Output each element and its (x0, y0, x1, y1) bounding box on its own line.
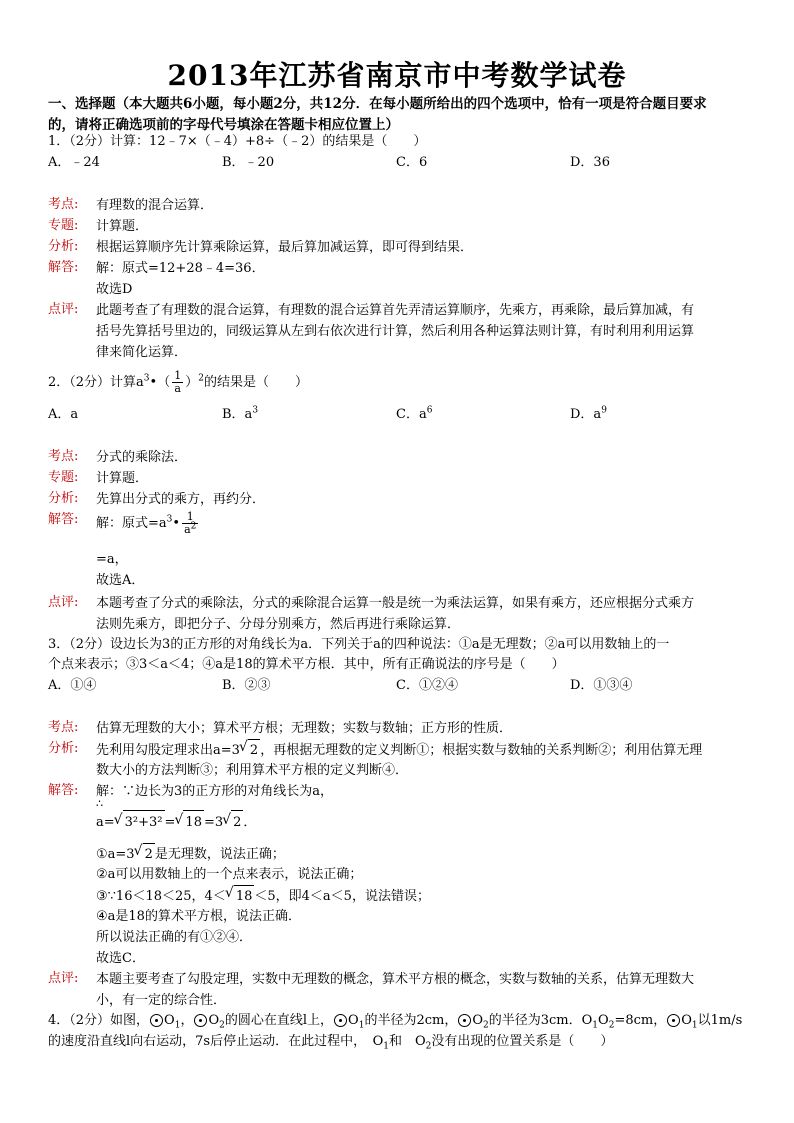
q2-jieda-label: 解答: (48, 512, 79, 527)
q3-jieda2-eq2: =3 (203, 815, 224, 830)
circle-dot-icon (334, 1014, 347, 1027)
q4-text-e: 的半径为3cm．O (488, 1013, 593, 1028)
q1-stem: 1．（2分）计算：12﹣7×（﹣4）+8÷（﹣2）的结果是（ ） (48, 134, 427, 149)
q2-stem-exp2: 2 (198, 373, 204, 384)
q3-kaodian: 估算无理数的大小；算术平方根；无理数；实数与数轴；正方形的性质． (96, 721, 513, 736)
q2-option-d-text: D．a (570, 407, 602, 422)
q4-text-b: ， (180, 1013, 194, 1028)
q1-fenxi: 根据运算顺序先计算乘除运算，最后算加减运算，即可得到结果． (96, 240, 474, 255)
section-heading-line1: 一、选择题（本大题共6小题，每小题2分，共12分．在每小题所给出的四个选项中，恰有一项是符合题目要求 (48, 96, 707, 112)
q2-frac-numerator: 1 (174, 369, 182, 382)
q2-jieda-frac-exp: 2 (190, 521, 197, 532)
q4-text-d: 的半径为2cm， (364, 1013, 458, 1028)
page-title: 2013年江苏省南京市中考数学试卷 (167, 59, 627, 92)
q4-text-f: O (598, 1013, 609, 1028)
q4-l2-text-c: 没有出现的位置关系是（ ） (431, 1034, 614, 1049)
q3-jieda2-sqrt3: √ 2 (231, 810, 243, 835)
q4-sub5: 1 (592, 1020, 599, 1031)
q3-jieda-therefore: ∴ (96, 797, 103, 810)
q4-l2-text-a: 的速度沿直线l向右运动，7s后停止运动．在此过程中， O (48, 1034, 384, 1049)
q2-jieda-frac-numerator: 1 (182, 511, 198, 524)
q3-s1-post: 是无理数，说法正确； (154, 847, 285, 862)
q4-sub6: 2 (608, 1020, 615, 1031)
q4-o4: O (472, 1013, 484, 1028)
q2-jieda-dot: • (172, 516, 181, 531)
q4-o3: O (348, 1013, 359, 1028)
q2-stem-end: 的结果是（ ） (203, 375, 308, 390)
q4-text-a: 4．（2分）如图， (48, 1013, 150, 1028)
q3-kaodian-label: 考点: (48, 720, 79, 735)
q1-zhuanti-label: 专题: (48, 218, 79, 233)
q2-option-b-text: B．a (222, 407, 253, 422)
q2-stem-text: 2．（2分）计算a (48, 375, 144, 390)
q4-o2: O (208, 1013, 220, 1028)
q4-text-g: =8cm， (614, 1013, 667, 1028)
circle-dot-icon (150, 1014, 163, 1027)
q4-stem-line2 (48, 1032, 748, 1052)
q3-option-d: D．①③④ (570, 678, 633, 693)
q2-option-b (222, 405, 258, 425)
q2-option-c-text: C．a (396, 407, 427, 422)
q3-jieda2-sqrt1: √ 3²+3² (123, 810, 165, 835)
q2-stem-fraction (172, 370, 183, 395)
q3-statement-2: ②a可以用数轴上的一个点来表示，说法正确； (96, 867, 363, 882)
section-heading-line2: 的，请将正确选项前的字母代号填涂在答题卡相应位置上） (48, 117, 399, 133)
q1-jieda-line2: 故选D (96, 282, 133, 297)
q3-statement-6: 故选C． (96, 951, 145, 966)
q4-o5: O (681, 1013, 692, 1028)
q4-l2-text-b: 和 O (389, 1034, 426, 1049)
q1-option-d: D．36 (570, 155, 610, 170)
q1-option-a: A．﹣24 (48, 155, 100, 170)
q3-dianping-line2: 小，有一定的综合性． (96, 993, 227, 1008)
q3-fenxi-post: ，再根据无理数的定义判断①；根据实数与数轴的关系判断②；利用估算无理 (260, 743, 703, 758)
q2-option-a (48, 405, 78, 425)
q3-fenxi-line2: 数大小的方法判断③；利用算术平方根的定义判断④． (96, 763, 409, 778)
q2-option-c (396, 405, 432, 425)
q2-stem-exp: 3 (143, 373, 150, 384)
q2-dianping-line2: 法则先乘方，即把分子、分母分别乘方，然后再进行乘除运算． (96, 617, 461, 632)
circle-dot-icon (458, 1014, 471, 1027)
q1-dianping-label: 点评: (48, 302, 79, 317)
q1-zhuanti: 计算题． (96, 219, 149, 234)
circle-dot-icon (667, 1014, 680, 1027)
q3-option-a: A．①④ (48, 678, 97, 693)
q2-zhuanti-label: 专题: (48, 470, 79, 485)
q2-frac-denominator: a (174, 382, 181, 395)
section-heading (48, 94, 758, 136)
q3-stem-line2: 个点来表示；③3＜a＜4；④a是18的算术平方根．其中，所有正确说法的序号是（ ） (48, 657, 565, 672)
q3-jieda-line1: 解：∵边长为3的正方形的对角线长为a， (96, 784, 334, 799)
q2-stem-post: ） (185, 375, 199, 390)
q4-o2-sub: 2 (219, 1020, 225, 1031)
q2-zhuanti: 计算题． (96, 471, 149, 486)
q1-option-c: C．6 (396, 155, 428, 170)
q2-option-c-exp: 6 (426, 405, 433, 416)
q1-jieda-line1: 解：原式=12+28﹣4=36． (96, 261, 265, 276)
q2-dianping-line1: 本题考查了分式的乘除法，分式的乘除混合运算一般是统一为乘法运算，如果有乘方，还应根据分式乘方 (96, 596, 695, 611)
q3-jieda-label: 解答: (48, 783, 79, 798)
q3-jieda2-end: ． (243, 815, 257, 830)
q3-option-b: B．②③ (222, 678, 271, 693)
q3-fenxi-line1 (96, 739, 746, 761)
q2-jieda-line3: 故选A． (96, 573, 145, 588)
q3-jieda2-sqrt2: √ 18 (183, 810, 204, 835)
q1-option-b: B．﹣20 (222, 155, 275, 170)
q2-stem-mid: •（ (149, 375, 171, 390)
q1-dianping-line2: 括号先算括号里边的，同级运算从左到右依次进行计算，然后利用各种运算法则计算，有时利用利用运算 (96, 324, 695, 339)
q4-o3-sub: 1 (358, 1020, 365, 1031)
q2-option-d (570, 405, 607, 425)
q2-jieda-line2: =a， (96, 552, 128, 567)
q3-fenxi-label: 分析: (48, 741, 79, 756)
q4-l2-sub1: 1 (383, 1041, 389, 1052)
q4-o5-sub: 1 (691, 1020, 698, 1031)
q1-kaodian-label: 考点: (48, 197, 79, 212)
q1-jieda-label: 解答: (48, 260, 79, 275)
q3-s3-sqrt: √ 18 (234, 885, 255, 907)
q2-kaodian: 分式的乘除法． (96, 450, 188, 465)
q2-stem (48, 370, 748, 396)
q3-s1-sqrt: √ 2 (143, 843, 155, 865)
q4-text-h: 以1m/s (697, 1013, 743, 1028)
q2-jieda-frac-denominator (182, 521, 198, 536)
q3-dianping-line1: 本题主要考查了勾股定理，实数中无理数的概念，算术平方根的概念，实数与数轴的关系，估算无理数大 (96, 972, 695, 987)
q2-option-a-text: A．a (48, 407, 79, 422)
q4-o1-sub: 1 (174, 1020, 181, 1031)
q2-jieda-line1 (96, 510, 746, 538)
q3-stem-line1: 3．（2分）设边长为3的正方形的对角线长为a．下列关于a的四种说法：①a是无理数；②a可以用数轴上的一 (48, 637, 670, 652)
q2-jieda-frac-base: a (184, 523, 191, 536)
q3-s1-text: ①a=3 (96, 847, 135, 862)
circle-dot-icon (194, 1014, 207, 1027)
q3-jieda2-eq: = (164, 815, 176, 830)
q4-text-c: 的圆心在直线l上， (224, 1013, 334, 1028)
q2-fenxi: 先算出分式的乘方，再约分． (96, 492, 266, 507)
q2-option-d-exp: 9 (601, 405, 607, 416)
q4-o1: O (164, 1013, 175, 1028)
q3-fenxi-sqrt: √ 2 (248, 739, 260, 761)
q3-statement-3 (96, 885, 746, 907)
q3-s3-text: ③∵16＜18＜25，4＜ (96, 889, 226, 904)
q1-dianping-line3: 律来简化运算． (96, 345, 188, 360)
q2-jieda-fraction (182, 511, 198, 536)
q2-kaodian-label: 考点: (48, 449, 79, 464)
q3-s3-post: ＜5，即4＜a＜5，说法错误； (254, 889, 430, 904)
q2-dianping-label: 点评: (48, 595, 79, 610)
q3-jieda2-text: a= (96, 815, 115, 830)
q2-option-b-exp: 3 (252, 405, 259, 416)
q3-statement-5: 所以说法正确的有①②④． (96, 930, 253, 945)
q4-stem-line1 (48, 1011, 748, 1031)
q3-option-c: C．①②④ (396, 678, 458, 693)
q4-o4-sub: 2 (483, 1020, 489, 1031)
q3-jieda-line2 (96, 810, 746, 835)
q2-jieda-text: 解：原式=a (96, 516, 167, 531)
q3-statement-4: ④a是18的算术平方根，说法正确． (96, 909, 301, 924)
q3-fenxi-text: 先利用勾股定理求出a=3 (96, 743, 240, 758)
q1-kaodian: 有理数的混合运算． (96, 198, 214, 213)
q1-fenxi-label: 分析: (48, 239, 79, 254)
q4-l2-sub2: 2 (425, 1041, 432, 1052)
q2-jieda-exp: 3 (166, 514, 173, 525)
q3-dianping-label: 点评: (48, 971, 79, 986)
q1-dianping-line1: 此题考查了有理数的混合运算，有理数的混合运算首先弄清运算顺序，先乘方，再乘除，最后算加减，有 (96, 303, 695, 318)
q2-fenxi-label: 分析: (48, 491, 79, 506)
q3-statement-1 (96, 843, 746, 865)
